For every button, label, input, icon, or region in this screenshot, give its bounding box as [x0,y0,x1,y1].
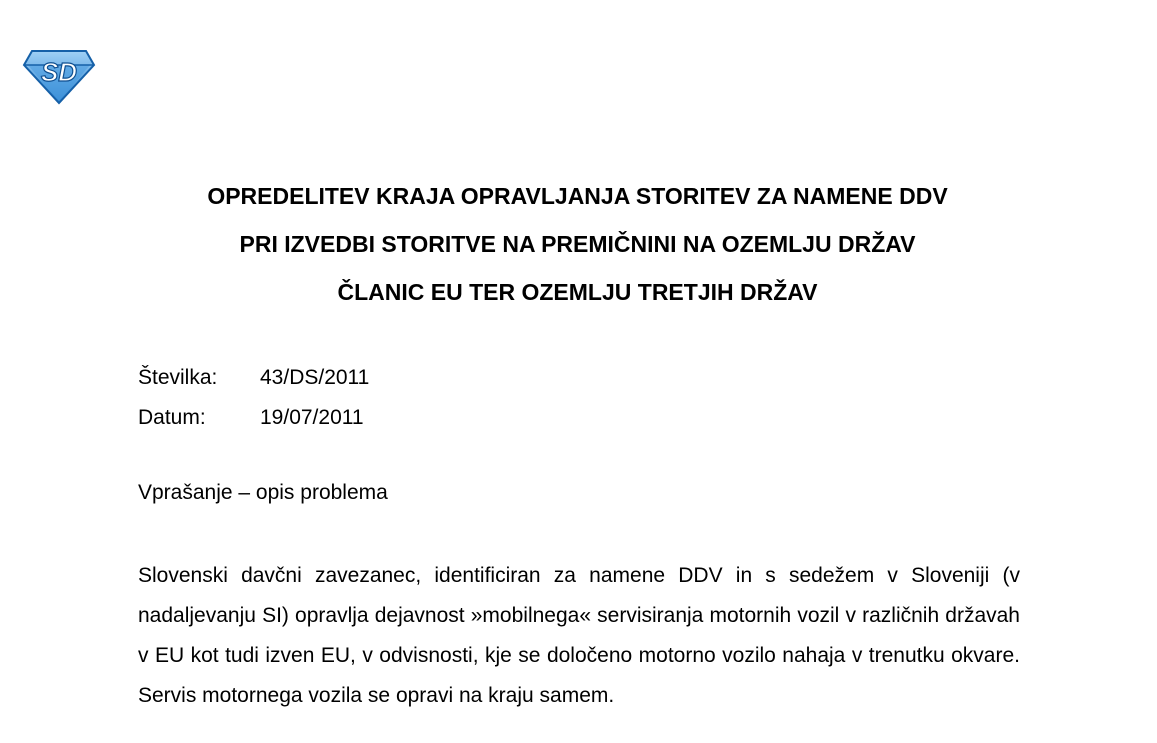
title-line-3: ČLANIC EU TER OZEMLJU TRETJIH DRŽAV [337,279,818,305]
date-row [138,398,369,438]
number-label: Številka: [138,366,218,389]
number-row [138,358,369,398]
title-line-1: OPREDELITEV KRAJA OPRAVLJANJA STORITEV ZA NAMENE DDV [207,183,948,209]
document-meta [138,358,369,438]
date-value: 19/07/2011 [260,406,364,429]
date-label: Datum: [138,406,206,429]
number-value: 43/DS/2011 [260,366,370,389]
sd-logo [22,47,96,105]
logo-letters: SD [40,57,78,87]
body-paragraph: Slovenski davčni zavezanec, identificiran za namene DDV in s sedežem v Sloveniji (v nadaljevanju SI) opravlja dejavnost »mobilnega« servisiranja motornih vozil v različnih državah v EU kot tudi izven EU, v odvisnosti, kje se določeno motorno vozilo nahaja v trenutku okvare. Servis motornega vozila se opravi na kraju samem. [138,564,1020,707]
section-heading: Vprašanje – opis problema [138,481,388,504]
title-line-2: PRI IZVEDBI STORITVE NA PREMIČNINI NA OZEMLJU DRŽAV [239,231,916,257]
document-title [100,172,1055,316]
sd-diamond-logo-icon [22,47,96,105]
